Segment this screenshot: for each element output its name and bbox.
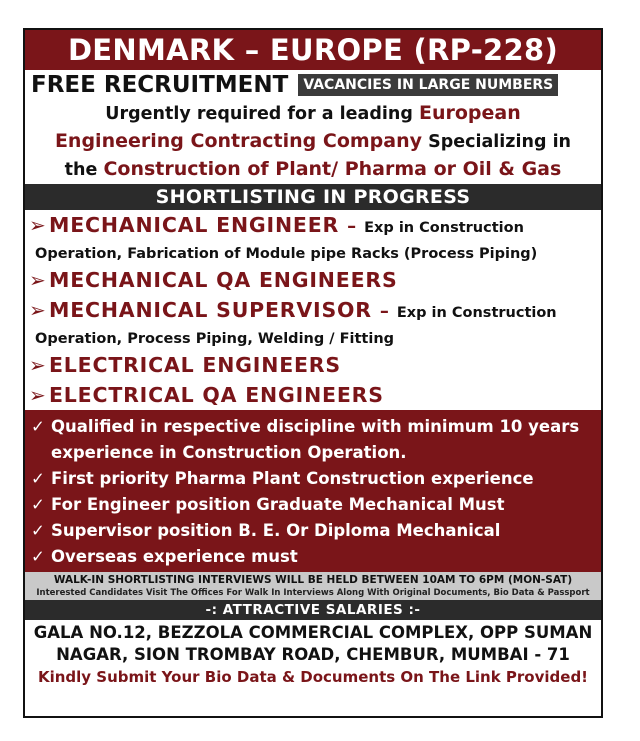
job-experience: Exp in Construction bbox=[364, 220, 524, 236]
qualifications-panel bbox=[25, 410, 601, 572]
job-title: MECHANICAL SUPERVISOR bbox=[49, 298, 372, 322]
job-item bbox=[29, 350, 597, 380]
job-detail: Operation, Fabrication of Module pipe Racks (Process Piping) bbox=[35, 246, 538, 262]
check-icon: ✓ bbox=[31, 521, 45, 540]
address-line-2: NAGAR, SION TROMBAY ROAD, CHEMBUR, MUMBAI - 71 bbox=[56, 645, 570, 664]
qualification-item bbox=[31, 492, 597, 518]
free-recruitment-label: FREE RECRUITMENT bbox=[31, 72, 289, 98]
qualification-item bbox=[31, 544, 597, 570]
intro-line-2 bbox=[27, 128, 599, 156]
intro-line-1-b: European bbox=[418, 102, 521, 124]
qualification-text: Qualified in respective discipline with minimum 10 years experience in Construction Operation. bbox=[51, 417, 580, 462]
submit-note: Kindly Submit Your Bio Data & Documents On The Link Provided! bbox=[37, 668, 589, 686]
job-title: ELECTRICAL ENGINEERS bbox=[49, 353, 341, 377]
job-title: ELECTRICAL QA ENGINEERS bbox=[49, 383, 384, 407]
shortlisting-text: SHORTLISTING IN PROGRESS bbox=[155, 186, 471, 208]
job-item bbox=[29, 265, 597, 295]
qualification-text: For Engineer position Graduate Mechanical Must bbox=[51, 495, 505, 514]
qualification-item bbox=[31, 466, 597, 492]
qualification-text: Overseas experience must bbox=[51, 547, 298, 566]
intro-line-3 bbox=[27, 156, 599, 184]
qualification-text: First priority Pharma Plant Construction experience bbox=[51, 469, 534, 488]
check-icon: ✓ bbox=[31, 547, 45, 566]
shortlisting-banner bbox=[25, 184, 601, 210]
job-dash: – bbox=[379, 301, 389, 322]
recruitment-poster bbox=[23, 28, 603, 718]
check-icon: ✓ bbox=[31, 469, 45, 488]
check-icon: ✓ bbox=[31, 417, 45, 436]
poster-title bbox=[25, 30, 601, 70]
job-list bbox=[25, 210, 601, 410]
job-dash: – bbox=[347, 216, 357, 237]
arrow-icon: ➢ bbox=[29, 213, 46, 237]
salaries-text: -: ATTRACTIVE SALARIES :- bbox=[205, 602, 421, 618]
intro-text bbox=[25, 100, 601, 184]
arrow-icon: ➢ bbox=[29, 383, 46, 407]
qualification-text: Supervisor position B. E. Or Diploma Mechanical bbox=[51, 521, 501, 540]
job-item bbox=[29, 295, 597, 350]
arrow-icon: ➢ bbox=[29, 353, 46, 377]
intro-line-2-a: Engineering Contracting Company bbox=[54, 130, 423, 152]
walkin-line-2: Interested Candidates Visit The Offices For Walk In Interviews Along With Original Documents, Bio Data & Passport bbox=[36, 588, 590, 598]
job-title: MECHANICAL QA ENGINEERS bbox=[49, 268, 398, 292]
free-recruitment-row bbox=[25, 70, 601, 100]
walkin-banner bbox=[25, 572, 601, 600]
title-text: DENMARK – EUROPE (RP-228) bbox=[67, 33, 559, 67]
arrow-icon: ➢ bbox=[29, 298, 46, 322]
job-experience: Exp in Construction bbox=[396, 305, 557, 321]
qualification-item bbox=[31, 518, 597, 544]
intro-line-3-b: Construction of Plant/ Pharma or Oil & Gas bbox=[103, 158, 562, 180]
address-line-1: GALA NO.12, BEZZOLA COMMERCIAL COMPLEX, OPP SUMAN bbox=[33, 623, 593, 642]
intro-line-3-a: the bbox=[64, 160, 104, 180]
intro-line-1 bbox=[27, 100, 599, 128]
job-item bbox=[29, 380, 597, 410]
arrow-icon: ➢ bbox=[29, 268, 46, 292]
job-item bbox=[29, 210, 597, 265]
office-address bbox=[25, 620, 601, 666]
vacancies-badge: VACANCIES IN LARGE NUMBERS bbox=[298, 74, 558, 96]
salaries-banner bbox=[25, 600, 601, 620]
intro-line-2-b: Specializing in bbox=[422, 132, 572, 152]
intro-line-1-a: Urgently required for a leading bbox=[105, 104, 419, 124]
check-icon: ✓ bbox=[31, 495, 45, 514]
job-title: MECHANICAL ENGINEER bbox=[49, 213, 340, 237]
qualification-item bbox=[31, 414, 597, 466]
job-detail: Operation, Process Piping, Welding / Fitting bbox=[35, 331, 395, 347]
walkin-line-1: WALK-IN SHORTLISTING INTERVIEWS WILL BE HELD BETWEEN 10AM TO 6PM (MON-SAT) bbox=[53, 574, 573, 586]
